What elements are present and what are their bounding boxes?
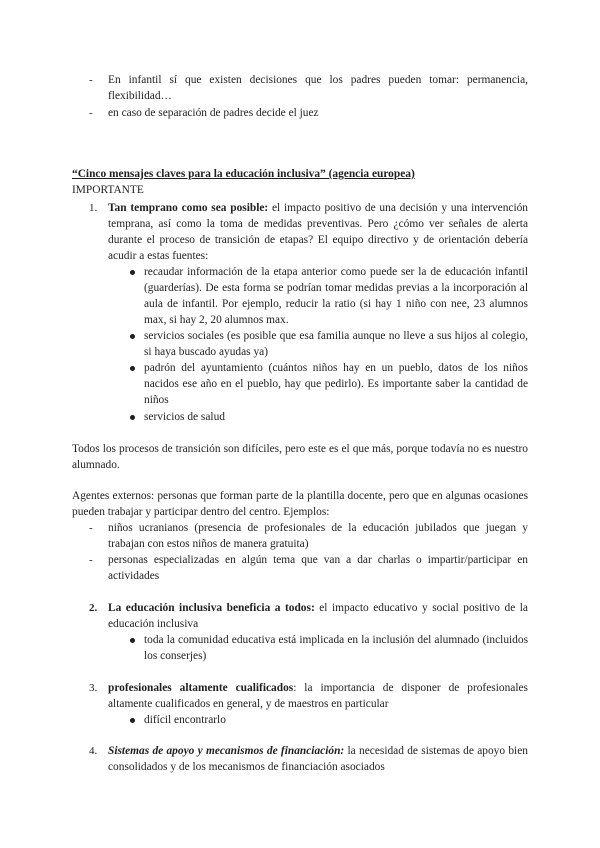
item-1-bullet-2: servicios sociales (es posible que esa familia aunque no lleve a sus hijos al colegio, si haya buscado ayudas ya)	[144, 330, 528, 358]
item-1-bullet-4: servicios de salud	[144, 411, 225, 423]
paragraph-transitions: Todos los procesos de transición son difíciles, pero este es el que más, porque todavía no es nuestro alumnado.	[72, 443, 528, 471]
item-4-text	[108, 743, 528, 775]
bullet-dot	[130, 366, 135, 371]
agents-bullet-2: personas especializadas en algún tema que van a dar charlas o impartir/participar en actividades	[108, 554, 528, 582]
item-2-body: el impacto educativo y social positivo de la educación inclusiva	[108, 602, 528, 630]
bullet-dot	[130, 270, 135, 275]
bullet-dot	[130, 638, 135, 643]
item-3-body: : la importancia de disponer de profesionales altamente cualificados en general, y de maestros en particular	[108, 682, 528, 710]
intro-bullet-1: En infantil sí que existen decisiones que los padres pueden tomar: permanencia, flexibilidad…	[108, 74, 528, 102]
bullet-dot	[130, 718, 135, 723]
intro-bullet-2: en caso de separación de padres decide el juez	[108, 107, 319, 119]
item-number: 4.	[89, 745, 98, 757]
item-1-text	[108, 200, 528, 264]
item-2-title: La educación inclusiva beneficia a todos:	[108, 602, 315, 614]
item-3-text	[108, 680, 528, 712]
item-4-title: Sistemas de apoyo y mecanismos de financiación:	[108, 745, 345, 757]
item-1-bullet-3: padrón del ayuntamiento (cuántos niños hay en un pueblo, datos de los niños nacidos ese año en el pueblo, hay que pedirlo). Es importante saber la cantidad de niños	[144, 362, 528, 406]
important-label: IMPORTANTE	[72, 184, 144, 196]
item-1-title: Tan temprano como sea posible:	[108, 202, 269, 214]
dash-marker: -	[89, 554, 93, 566]
item-3-title: profesionales altamente cualificados	[108, 682, 294, 694]
item-1-bullet-1: recaudar información de la etapa anterior como puede ser la de educación infantil (guarderías). De esta forma se podrían tomar medidas previas a la incorporación al aula de infantil. Por ejemplo, reducir la ratio (si hay 1 niño con nee, 23 alumnos max, si hay 2, 20 alumnos max.	[144, 266, 528, 326]
agents-bullet-1: niños ucranianos (presencia de profesionales de la educación jubilados que juegan y trabajan con estos niños de manera gratuita)	[108, 522, 528, 550]
item-number: 3.	[89, 682, 98, 694]
item-2-text	[108, 600, 528, 632]
item-number: 1.	[89, 202, 98, 214]
item-1-body: el impacto positivo de una decisión y una intervención temprana, así como la toma de medidas preventivas. Pero ¿cómo ver señales de alerta durante el proceso de transición de etapas? El equipo directivo y de orientación debería acudir a estas fuentes:	[108, 202, 528, 262]
bullet-dot	[130, 334, 135, 339]
paragraph-agents: Agentes externos: personas que forman parte de la plantilla docente, pero que en algunas ocasiones pueden trabajar y participar dentro del centro. Ejemplos:	[72, 490, 528, 518]
bullet-dot	[130, 415, 135, 420]
item-2-bullet-1: toda la comunidad educativa está implicada en la inclusión del alumnado (incluidos los conserjes)	[144, 634, 528, 662]
section-heading: “Cinco mensajes claves para la educación inclusiva” (agencia europea)	[72, 168, 415, 180]
item-3-bullet-1: difícil encontrarlo	[144, 714, 226, 726]
dash-marker: -	[89, 522, 93, 534]
dash-marker: -	[89, 74, 93, 86]
item-4-body: la necesidad de sistemas de apoyo bien consolidados y de los mecanismos de financiación asociados	[108, 745, 528, 773]
dash-marker: -	[89, 107, 93, 119]
item-number: 2.	[89, 602, 98, 614]
